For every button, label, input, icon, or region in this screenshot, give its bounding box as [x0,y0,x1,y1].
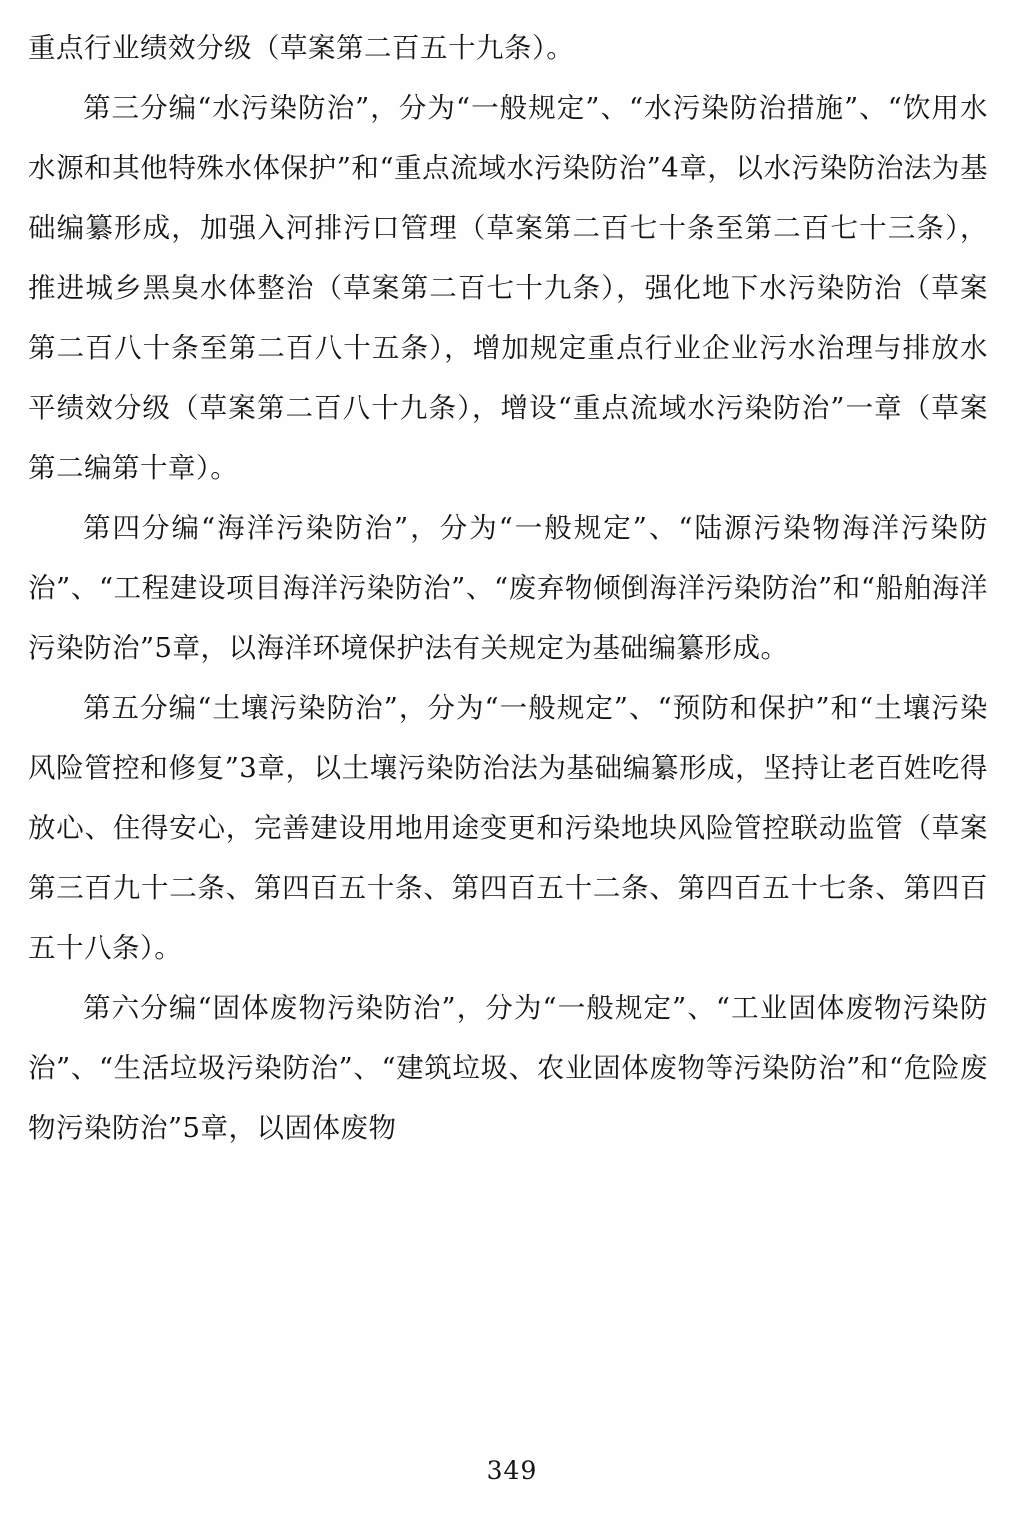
paragraph-third-subpart: 第三分编“水污染防治”，分为“一般规定”、“水污染防治措施”、“饮用水水源和其他特殊水体保护”和“重点流域水污染防治”4章，以水污染防治法为基础编纂形成，加强入河排污口管理（草案第二百七十条至第二百七十三条），推进城乡黑臭水体整治（草案第二百七十九条），强化地下水污染防治（草案第二百八十条至第二百八十五条），增加规定重点行业企业污水治理与排放水平绩效分级（草案第二百八十九条），增设“重点流域水污染防治”一章（草案第二编第十章）。 [28,92,988,484]
paragraph-sixth-subpart: 第六分编“固体废物污染防治”，分为“一般规定”、“工业固体废物污染防治”、“生活垃圾污染防治”、“建筑垃圾、农业固体废物等污染防治”和“危险废物污染防治”5章，以固体废物 [28,992,988,1144]
paragraph-fourth-subpart: 第四分编“海洋污染防治”，分为“一般规定”、“陆源污染物海洋污染防治”、“工程建设项目海洋污染防治”、“废弃物倾倒海洋污染防治”和“船舶海洋污染防治”5章，以海洋环境保护法有关规定为基础编纂形成。 [28,512,988,664]
paragraph-fifth-subpart: 第五分编“土壤污染防治”，分为“一般规定”、“预防和保护”和“土壤污染风险管控和修复”3章，以土壤污染防治法为基础编纂形成，坚持让老百姓吃得放心、住得安心，完善建设用地用途变更和污染地块风险管控联动监管（草案第三百九十二条、第四百五十条、第四百五十二条、第四百五十七条、第四百五十八条）。 [28,692,988,964]
paragraph-continuation: 重点行业绩效分级（草案第二百五十九条）。 [28,32,575,64]
page-number: 349 [486,1456,538,1485]
page-body [28,18,988,1158]
